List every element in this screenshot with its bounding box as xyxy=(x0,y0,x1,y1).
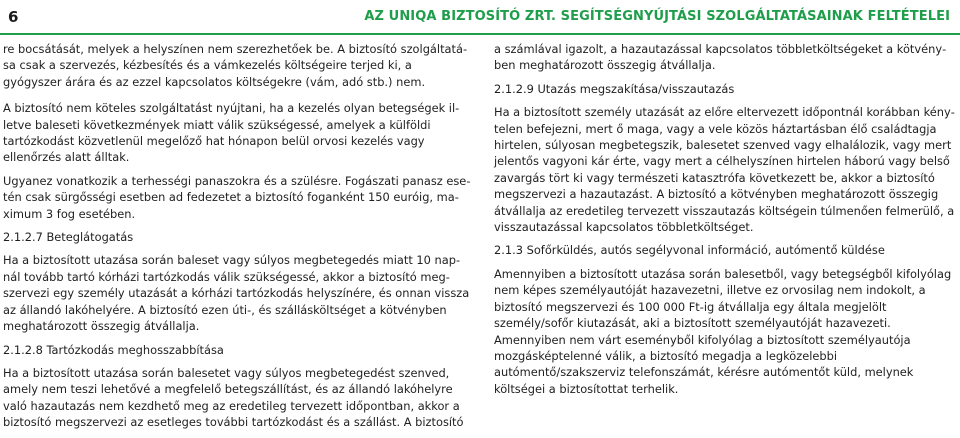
section-heading: 2.1.3 Sofőrküldés, autós segélyvonal információ, autómentő küldése xyxy=(494,243,885,258)
running-title: AZ UNIQA BIZTOSÍTÓ ZRT. SEGÍTSÉGNYÚJTÁSI SZOLGÁLTATÁSAINAK FELTÉTELEI xyxy=(364,9,950,24)
page-number: 6 xyxy=(8,8,19,26)
section-heading: 2.1.2.9 Utazás megszakítása/visszautazás xyxy=(494,81,735,96)
paragraph: Ugyanez vonatkozik a terhességi panaszokra és a szülésre. Fogászati panasz esetén csak sürgősségi esetben ad fedezetet a biztosító foganként 150 euróig, maximum 3 fog esetében. xyxy=(3,173,471,221)
paragraph: a számlával igazolt, a hazautazással kapcsolatos többletköltségeket a kötvényben meghatározott összegig átvállalja. xyxy=(494,42,947,73)
paragraph: Ha a biztosított személy utazását az előre eltervezett időpontnál korábban kénytelen befejezni, mert ő maga, vagy a vele közös háztartásban élő családtagja hirtelen, súlyosan megbetegszik, balesetet szenved vagy elhalálozik, vagy mert jelentős vagyoni kár érte, vagy mert a célhelyszínen hirtelen háború vagy belső zavargás tört ki vagy természeti katasztrófa következett be, akkor a biztosító megszervezi a hazautazást. A biztosító a kötvényben meghatározott összegig átvállalja az eredetileg tervezett visszautazás költségein túlmenően felmerülő, a visszautazással kapcsolatos többletköltséget. xyxy=(494,105,955,235)
paragraph: Ha a biztosított utazása során baleset vagy súlyos megbetegedés miatt 10 napnál tovább tartó kórházi tartózkodás válik szükségessé, akkor a biztosító megszervezi egy személy utazását a kórházi tartózkodás helyszínére, és onnan vissza az állandó lakóhelyére. A biztosító ezen úti-, és szállásköltséget a kötvényben meghatározott összegig átvállalja. xyxy=(3,253,470,334)
right-column xyxy=(494,41,956,404)
left-column xyxy=(3,41,471,438)
paragraph: re bocsátását, melyek a helyszínen nem szerezhetőek be. A biztosító szolgáltatása csak a szervezés, kézbesítés és a vámkezelés költségeire terjed ki, a gyógyszer árára és az ezzel kapcsolatos költségekre (vám, adó stb.) nem. xyxy=(3,42,468,89)
section-heading: 2.1.2.8 Tartózkodás meghosszabbítása xyxy=(3,342,224,357)
page-header xyxy=(0,0,960,38)
header-rule xyxy=(0,33,960,35)
paragraph: A biztosító nem köteles szolgáltatást nyújtani, ha a kezelés olyan betegségek illetve baleseti következmények miatt válik szükségessé, amelyek a külföldi tartózkodást közvetlenül megelőző hat hónapon belül orvosi kezelés vagy ellenőrzés alatt álltak. xyxy=(3,101,460,165)
paragraph: Ha a biztosított utazása során balesetet vagy súlyos megbetegedést szenved, amely nem teszi lehetővé a megfelelő betegszállítást, és az állandó lakóhelyre való hazautazás nem kezdhető meg az eredetileg tervezett időpontban, akkor a biztosító megszervezi az esetleges további tartózkodást és a szállást. A biztosító xyxy=(3,365,464,430)
section-heading: 2.1.2.7 Beteglátogatás xyxy=(3,230,134,245)
paragraph: Amennyiben a biztosított utazása során balesetből, vagy betegségből kifolyólag nem képes személyautóját hazavezetni, illetve ez orvosilag nem indokolt, a biztosító megszervezi és 100 000 Ft-ig átvállalja egy általa megjelölt személy/sofőr kiutazását, aki a biztosított személyautóját hazavezeti. Amennyiben nem várt eseményből kifolyólag a biztosított személyautója mozgásképtelenné válik, a biztosító megadja a legközelebbi autómentő/szakszerviz telefonszámát, kérésre autómentőt küld, melynek költségei a biztosítottat terhelik. xyxy=(494,266,952,396)
